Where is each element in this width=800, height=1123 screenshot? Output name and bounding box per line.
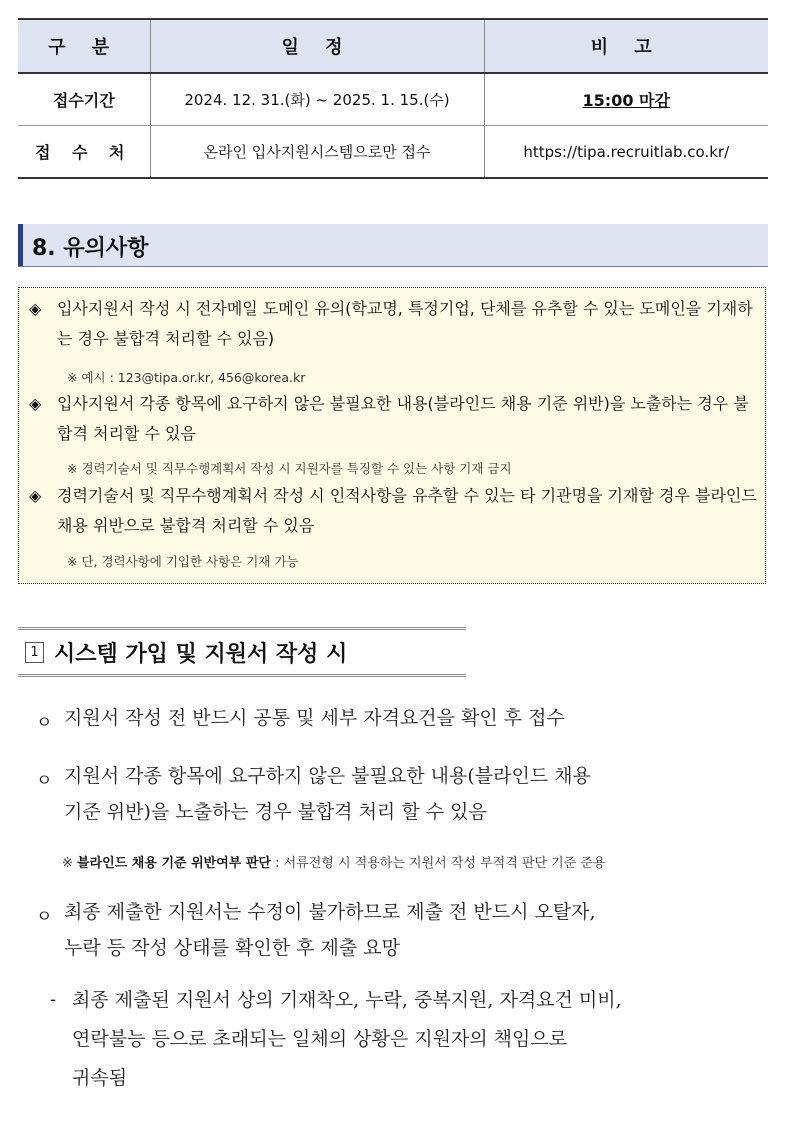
diamond-bullet-icon: ◈ bbox=[29, 486, 42, 505]
paragraph-2-line-1: 지원서 각종 항목에 요구하지 않은 불필요한 내용(블라인드 채용 bbox=[64, 765, 591, 787]
paragraph-4-line-3: 귀속됨 bbox=[72, 1067, 128, 1089]
circle-bullet-icon: ㅇ bbox=[36, 713, 53, 733]
table-row bbox=[18, 126, 768, 179]
row-label-period: 접수기간 bbox=[18, 73, 150, 126]
paragraph-4-line-1: 최종 제출된 지원서 상의 기재착오, 누락, 중복지원, 자격요건 미비, bbox=[72, 989, 622, 1011]
notice-item-note: ※ 단, 경력사항에 기입한 사항은 기재 가능 bbox=[67, 554, 299, 569]
section-accent-bar bbox=[18, 224, 23, 266]
table-row bbox=[18, 73, 768, 126]
application-method: 온라인 입사지원시스템으로만 접수 bbox=[150, 126, 484, 179]
section-8-title: 8. 유의사항 bbox=[32, 236, 149, 261]
diamond-bullet-icon: ◈ bbox=[29, 299, 42, 318]
notice-item-text: 입사지원서 작성 시 전자메일 도메인 유의(학교명, 특정기업, 단체를 유추할 수 있는 도메인을 기재하는 경우 불합격 처리할 수 있음) bbox=[57, 299, 753, 348]
notice-box bbox=[18, 287, 766, 584]
deadline-cell bbox=[484, 73, 768, 126]
note-bold-text: 블라인드 채용 기준 위반여부 판단 bbox=[77, 856, 271, 871]
dash-bullet: - bbox=[50, 990, 57, 1010]
blind-criteria-note bbox=[62, 852, 606, 871]
notice-item-note: ※ 경력기술서 및 직무수행계획서 작성 시 지원자를 특징할 수 있는 사항 기재 금지 bbox=[67, 461, 512, 476]
schedule-table bbox=[18, 18, 768, 179]
deadline-time: 15:00 마감 bbox=[582, 91, 670, 110]
row-label-place: 접 수 처 bbox=[18, 126, 150, 179]
paragraph-1: 지원서 작성 전 반드시 공통 및 세부 자격요건을 확인 후 접수 bbox=[64, 707, 565, 729]
note-text: : 서류전형 시 적용하는 지원서 작성 부적격 판단 기준 준용 bbox=[270, 856, 606, 871]
paragraph-3-line-1: 최종 제출한 지원서는 수정이 불가하므로 제출 전 반드시 오탈자, bbox=[64, 901, 596, 923]
section-1-header bbox=[18, 627, 466, 677]
column-header-remarks: 비 고 bbox=[484, 19, 768, 73]
section-8-header bbox=[18, 224, 768, 267]
notice-item bbox=[29, 389, 759, 449]
notice-item bbox=[29, 481, 759, 541]
paragraph-2-line-2: 기준 위반)을 노출하는 경우 불합격 처리 할 수 있음 bbox=[64, 801, 487, 823]
notice-item bbox=[29, 294, 759, 354]
notice-item-note: ※ 예시 : 123@tipa.or.kr, 456@korea.kr bbox=[67, 370, 306, 385]
circle-bullet-icon: ㅇ bbox=[36, 771, 53, 791]
notice-item-text: 경력기술서 및 직무수행계획서 작성 시 인적사항을 유추할 수 있는 타 기관명을 기재할 경우 블라인드 채용 위반으로 불합격 처리할 수 있음 bbox=[57, 486, 757, 535]
circle-bullet-icon: ㅇ bbox=[36, 907, 53, 927]
column-header-category: 구 분 bbox=[18, 19, 150, 73]
note-mark: ※ bbox=[62, 856, 73, 871]
application-period: 2024. 12. 31.(화) ~ 2025. 1. 15.(수) bbox=[150, 73, 484, 126]
paragraph-4-line-2: 연락불능 등으로 초래되는 일체의 상황은 지원자의 책임으로 bbox=[72, 1028, 568, 1050]
table-header-row bbox=[18, 19, 768, 73]
column-header-schedule: 일 정 bbox=[150, 19, 484, 73]
paragraph-3-line-2: 누락 등 작성 상태를 확인한 후 제출 요망 bbox=[64, 937, 400, 959]
recruit-site-link[interactable]: https://tipa.recruitlab.co.kr/ bbox=[484, 126, 768, 179]
diamond-bullet-icon: ◈ bbox=[29, 394, 42, 413]
section-1-title: 시스템 가입 및 지원서 작성 시 bbox=[54, 642, 348, 667]
section-number-box: 1 bbox=[25, 642, 44, 663]
notice-item-text: 입사지원서 각종 항목에 요구하지 않은 불필요한 내용(블라인드 채용 기준 위반)을 노출하는 경우 불합격 처리할 수 있음 bbox=[57, 394, 749, 443]
